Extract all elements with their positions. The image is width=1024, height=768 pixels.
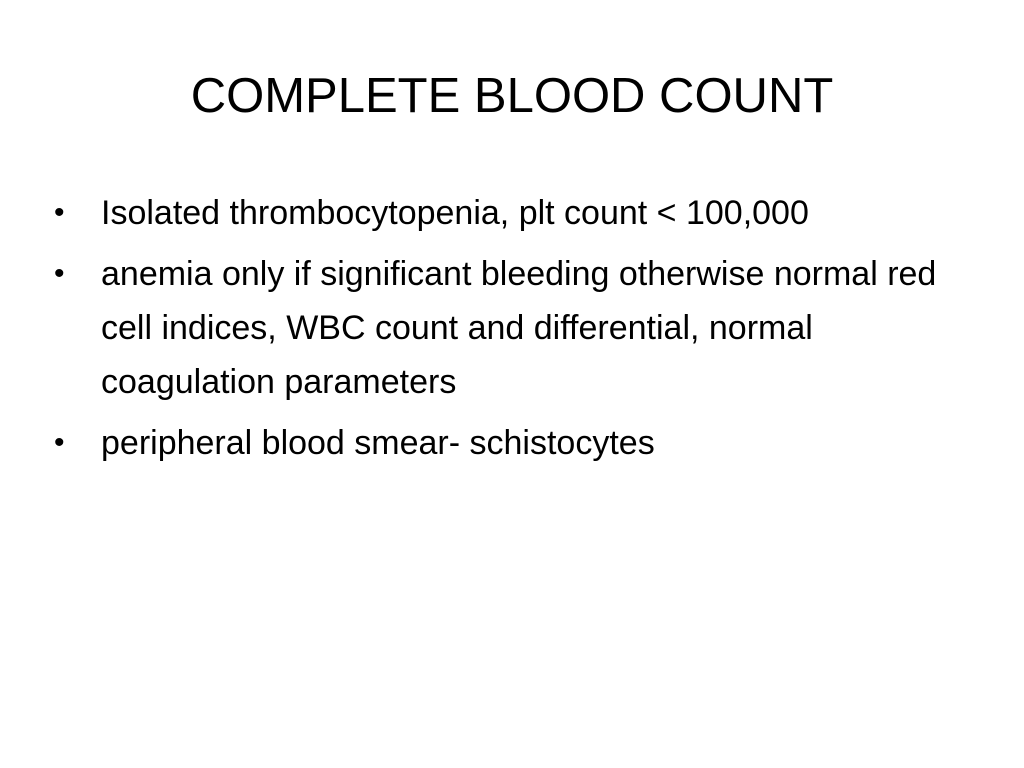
bullet-text: Isolated thrombocytopenia, plt count < 100,000 (101, 194, 809, 232)
list-item (54, 247, 964, 409)
bullet-list (54, 186, 964, 477)
bullet-icon: • (54, 257, 65, 290)
slide-title: COMPLETE BLOOD COUNT (190, 69, 834, 123)
list-item (54, 416, 964, 470)
bullet-text: peripheral blood smear- schistocytes (101, 424, 655, 462)
bullet-icon: • (54, 426, 65, 459)
list-item (54, 186, 964, 240)
bullet-icon: • (54, 196, 65, 229)
bullet-text: anemia only if significant bleeding otherwise normal red cell indices, WBC count and differential, normal coagulation parameters (101, 255, 937, 401)
